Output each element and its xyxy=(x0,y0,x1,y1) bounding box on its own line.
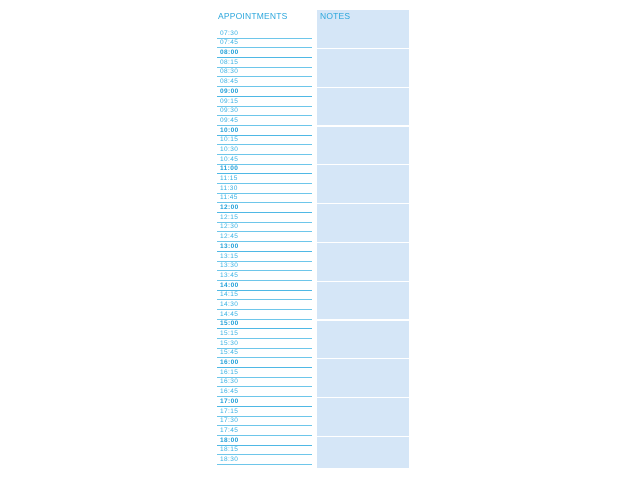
notes-hour-divider xyxy=(317,87,409,88)
time-label: 12:15 xyxy=(220,213,239,221)
day-planner xyxy=(217,10,409,468)
time-label: 16:15 xyxy=(220,368,239,376)
notes-hour-divider xyxy=(317,125,409,126)
time-slot[interactable] xyxy=(217,184,312,194)
time-label: 08:00 xyxy=(220,49,239,57)
time-label: 15:00 xyxy=(220,320,239,328)
time-label: 18:15 xyxy=(220,446,239,454)
time-slot[interactable] xyxy=(217,48,312,58)
time-slot[interactable] xyxy=(217,417,312,427)
time-label: 10:00 xyxy=(220,126,239,134)
time-slot[interactable] xyxy=(217,97,312,107)
time-slot[interactable] xyxy=(217,87,312,97)
time-slot[interactable] xyxy=(217,310,312,320)
notes-hour-divider xyxy=(317,48,409,49)
time-slot[interactable] xyxy=(217,174,312,184)
time-slot[interactable] xyxy=(217,252,312,262)
time-slot[interactable] xyxy=(217,387,312,397)
time-slot[interactable] xyxy=(217,436,312,446)
time-slot[interactable] xyxy=(217,262,312,272)
time-label: 07:30 xyxy=(220,29,239,37)
notes-hour-divider xyxy=(317,164,409,165)
time-label: 14:45 xyxy=(220,310,239,318)
time-slot[interactable] xyxy=(217,397,312,407)
time-slot[interactable] xyxy=(217,213,312,223)
time-slot[interactable] xyxy=(217,358,312,368)
appointments-column xyxy=(217,29,312,465)
time-label: 12:00 xyxy=(220,204,239,212)
time-label: 11:00 xyxy=(220,165,239,173)
time-label: 15:15 xyxy=(220,330,239,337)
time-label: 07:45 xyxy=(220,39,239,47)
time-label: 16:00 xyxy=(220,359,239,367)
notes-hour-divider xyxy=(317,281,409,282)
time-label: 17:15 xyxy=(220,407,239,415)
time-slot[interactable] xyxy=(217,455,312,465)
time-label: 17:45 xyxy=(220,426,239,434)
time-slot[interactable] xyxy=(217,242,312,252)
time-label: 13:45 xyxy=(220,271,239,279)
time-slot[interactable] xyxy=(217,165,312,175)
time-slot[interactable] xyxy=(217,39,312,49)
time-slot[interactable] xyxy=(217,300,312,310)
time-slot[interactable] xyxy=(217,58,312,68)
time-slot[interactable] xyxy=(217,223,312,233)
time-label: 11:30 xyxy=(220,184,238,192)
time-label: 09:30 xyxy=(220,107,239,115)
time-label: 14:15 xyxy=(220,291,239,299)
time-slot[interactable] xyxy=(217,329,312,339)
time-label: 13:00 xyxy=(220,242,239,250)
notes-hour-divider xyxy=(317,203,409,204)
time-slot[interactable] xyxy=(217,339,312,349)
appointments-heading: APPOINTMENTS xyxy=(218,11,288,21)
time-label: 09:00 xyxy=(220,87,239,95)
time-slot[interactable] xyxy=(217,446,312,456)
time-slot[interactable] xyxy=(217,271,312,281)
time-label: 15:30 xyxy=(220,339,239,347)
time-slot[interactable] xyxy=(217,155,312,165)
time-label: 12:45 xyxy=(220,233,239,241)
time-slot[interactable] xyxy=(217,320,312,330)
time-slot[interactable] xyxy=(217,378,312,388)
time-label: 09:45 xyxy=(220,116,239,124)
time-slot[interactable] xyxy=(217,203,312,213)
time-label: 08:45 xyxy=(220,78,239,86)
notes-hour-divider xyxy=(317,319,409,320)
notes-hour-divider xyxy=(317,397,409,398)
time-label: 08:15 xyxy=(220,58,239,66)
time-label: 08:30 xyxy=(220,68,239,76)
time-label: 16:30 xyxy=(220,378,239,386)
time-label: 10:45 xyxy=(220,155,239,163)
time-label: 18:30 xyxy=(220,455,239,463)
time-label: 13:30 xyxy=(220,262,239,270)
time-slot[interactable] xyxy=(217,29,312,39)
notes-heading: NOTES xyxy=(320,11,351,21)
time-slot[interactable] xyxy=(217,116,312,126)
time-slot[interactable] xyxy=(217,407,312,417)
time-slot[interactable] xyxy=(217,68,312,78)
time-slot[interactable] xyxy=(217,126,312,136)
time-slot[interactable] xyxy=(217,426,312,436)
time-label: 11:45 xyxy=(220,194,238,202)
time-label: 10:30 xyxy=(220,145,239,153)
time-slot[interactable] xyxy=(217,368,312,378)
time-label: 10:15 xyxy=(220,136,239,144)
notes-column[interactable] xyxy=(317,10,409,468)
time-slot[interactable] xyxy=(217,291,312,301)
time-label: 12:30 xyxy=(220,223,239,231)
time-label: 16:45 xyxy=(220,388,239,396)
time-slot[interactable] xyxy=(217,145,312,155)
notes-hour-divider xyxy=(317,358,409,359)
time-label: 14:00 xyxy=(220,281,239,289)
time-slot[interactable] xyxy=(217,232,312,242)
time-slot[interactable] xyxy=(217,77,312,87)
time-label: 18:00 xyxy=(220,436,239,444)
notes-hour-divider xyxy=(317,242,409,243)
time-label: 17:00 xyxy=(220,397,239,405)
time-slot[interactable] xyxy=(217,349,312,359)
time-slot[interactable] xyxy=(217,107,312,117)
time-slot[interactable] xyxy=(217,281,312,291)
time-slot[interactable] xyxy=(217,136,312,146)
time-slot[interactable] xyxy=(217,194,312,204)
time-label: 09:15 xyxy=(220,97,239,105)
time-label: 14:30 xyxy=(220,300,239,308)
notes-hour-divider xyxy=(317,436,409,437)
time-label: 15:45 xyxy=(220,349,239,357)
time-label: 13:15 xyxy=(220,252,239,260)
time-label: 17:30 xyxy=(220,417,239,425)
time-label: 11:15 xyxy=(220,175,238,182)
